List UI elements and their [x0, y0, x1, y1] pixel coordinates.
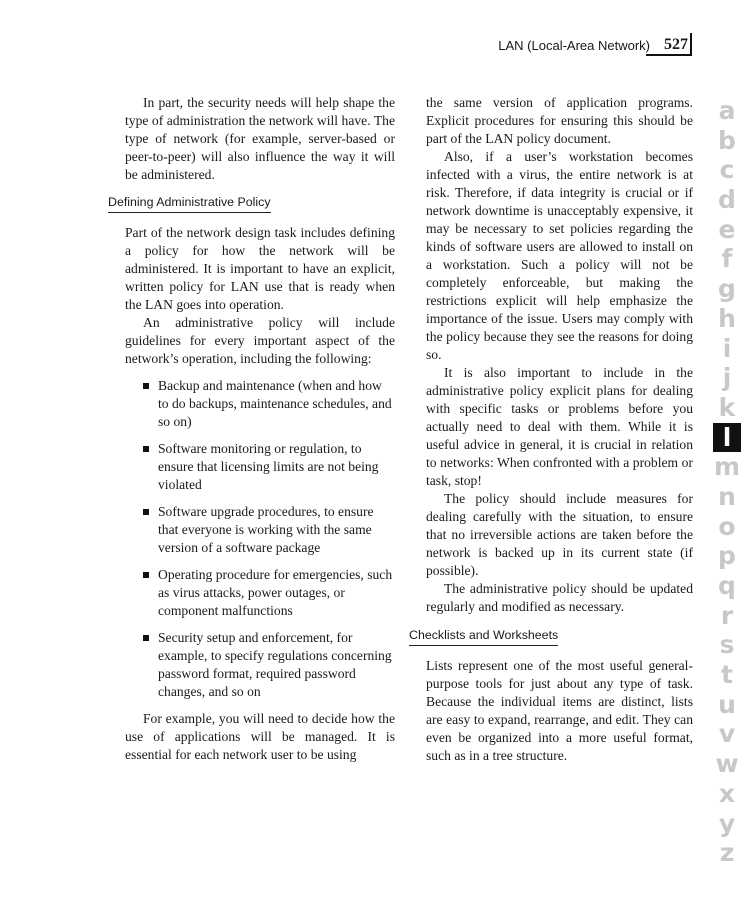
thumb-index-letter-z: z [719, 838, 735, 868]
section-heading-checklists: Checklists and Worksheets [409, 627, 558, 646]
thumb-index-letter-j: j [722, 363, 732, 393]
thumb-index-letter-a: a [718, 96, 736, 125]
thumb-index-letter-b: b [718, 125, 736, 155]
page-number: 527 [664, 36, 688, 53]
policy-bullet-list [108, 377, 395, 701]
thumb-index-letter-p: p [718, 541, 736, 571]
thumb-index-letter-c: c [719, 155, 735, 185]
running-header [498, 33, 692, 55]
left-column [108, 94, 395, 764]
bullet-item: Software monitoring or regulation, to ensure that licensing limits are not being violated [143, 440, 395, 494]
thumb-index-letter-y: y [718, 808, 736, 838]
section-paragraph: Lists represent one of the most useful general-purpose tools for just about any type of task. Because the individual items are distinct, lists are easy to expand, rearrange, and edit. They can even be organized into a more useful format, such as in a tree structure. [426, 658, 693, 763]
bullet-item: Operating procedure for emergencies, such as virus attacks, power outages, or component malfunctions [143, 566, 395, 620]
thumb-index-letter-t: t [721, 660, 733, 690]
thumb-index-letter-i: i [722, 333, 732, 363]
thumb-index-letter-q: q [718, 571, 736, 600]
bullet-item: Software upgrade procedures, to ensure that everyone is working with the same version of a software package [143, 503, 395, 557]
thumb-index-letter-m: m [713, 452, 741, 482]
thumb-index-letter-g: g [718, 274, 736, 304]
thumb-index-letter-k: k [718, 392, 736, 422]
paragraph: The policy should include measures for dealing carefully with the situation, to ensure that no irreversible actions are taken before the network is backed up in its current state (if possible). [426, 491, 693, 578]
thumb-index-letter-w: w [715, 749, 739, 779]
bullet-item: Backup and maintenance (when and how to do backups, maintenance schedules, and so on) [143, 377, 395, 431]
thumb-index-letter-x: x [718, 778, 736, 808]
closing-paragraph: For example, you will need to decide how the use of applications will be managed. It is essential for each network user to be using [125, 711, 395, 762]
paragraph: The administrative policy should be updated regularly and modified as necessary. [426, 581, 693, 614]
thumb-index-letter-l: l [713, 423, 741, 453]
thumb-index-letter-r: r [720, 600, 734, 630]
right-column [409, 94, 693, 765]
thumb-index-letter-e: e [718, 214, 736, 244]
thumb-index-letter-v: v [718, 719, 736, 749]
paragraph: An administrative policy will include guidelines for every important aspect of the network’s operation, including the following: [125, 315, 395, 366]
thumb-index-letter-d: d [718, 185, 736, 215]
thumb-index-letter-f: f [721, 244, 733, 274]
thumb-index-letter-n: n [718, 481, 736, 511]
paragraph: the same version of application programs. Explicit procedures for ensuring this should be part of the LAN policy document. [426, 95, 693, 146]
header-rule [690, 33, 692, 55]
bullet-item: Security setup and enforcement, for example, to specify regulations concerning password format, required password changes, and so on [143, 629, 395, 701]
header-underline [646, 54, 692, 56]
header-title: LAN (Local-Area Network) [498, 38, 650, 53]
thumb-index-letter-s: s [719, 630, 735, 660]
thumb-index-letter-h: h [718, 303, 736, 333]
section-heading-administrative-policy: Defining Administrative Policy [108, 194, 271, 213]
paragraph: It is also important to include in the administrative policy explicit plans for dealing with specific tasks or problems before you actually need to deal with them. While it is useful advice in general, it is crucial in relation to networks: When confronted with a problem or task, stop! [426, 365, 693, 488]
paragraph: Part of the network design task includes defining a policy for how the network will be administered. It is important to have an explicit, written policy for LAN use that is ready when the LAN goes into operation. [125, 225, 395, 312]
paragraph: Also, if a user’s workstation becomes infected with a virus, the entire network is at risk. Therefore, if data integrity is crucial or if network downtime is unacceptably expensive, it may be necessary to set policies regarding the kinds of software users are allowed to install on a workstation. Such a policy will not be completely enforceable, but making the restrictions explicit will help emphasize the importance of the issue. Users may comply with the policy because they see the reasons for doing so. [426, 149, 693, 362]
thumb-index-letter-o: o [718, 511, 736, 541]
thumb-index [713, 96, 741, 868]
thumb-index-letter-u: u [718, 689, 736, 719]
intro-paragraph: In part, the security needs will help shape the type of administration the network will have. The type of network (for example, server-based or peer-to-peer) will also influence the way it will be administered. [125, 95, 395, 182]
